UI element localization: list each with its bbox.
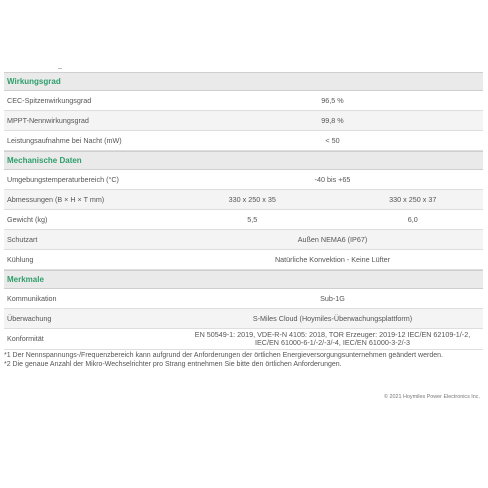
table-row (4, 329, 483, 350)
row-value: -40 bis +65 (314, 175, 351, 184)
footnotes (4, 351, 483, 369)
table-row (4, 230, 483, 250)
table-row (4, 91, 483, 111)
row-value-model-a: 5,5 (247, 215, 258, 224)
row-label: MPPT-Nennwirkungsgrad (7, 116, 89, 125)
section-header-mechanical: Mechanische Daten (4, 151, 483, 170)
row-value: 99,8 % (321, 116, 344, 125)
table-row (4, 131, 483, 151)
table-row (4, 190, 483, 210)
row-value: < 50 (325, 136, 340, 145)
row-label: Überwachung (7, 314, 52, 323)
row-value (182, 331, 483, 347)
table-row (4, 111, 483, 131)
row-label: Abmessungen (B × H × T mm) (7, 195, 105, 204)
row-label: Konformität (7, 334, 44, 343)
section-header-efficiency: Wirkungsgrad (4, 72, 483, 91)
footnote-2: *2 Die genaue Anzahl der Mikro-Wechselrichter pro Strang entnehmen Sie bitte den örtlichen Anforderungen. (4, 361, 342, 368)
row-label: Kühlung (7, 255, 34, 264)
row-label: CEC-Spitzenwirkungsgrad (7, 96, 92, 105)
table-row (4, 210, 483, 230)
datasheet-table (4, 72, 483, 369)
row-value-model-a: 330 x 250 x 35 (228, 195, 276, 204)
row-value-model-b: 330 x 250 x 37 (389, 195, 437, 204)
conformity-line-2: IEC/EN 61000-6-1/-2/-3/-4, IEC/EN 61000-3-2/-3 (254, 338, 410, 347)
row-value: Sub-1G (320, 294, 345, 303)
row-label: Umgebungstemperaturbereich (°C) (7, 175, 119, 184)
row-label: Kommunikation (7, 294, 57, 303)
table-row (4, 289, 483, 309)
table-row (4, 170, 483, 190)
copyright: © 2021 Hoymiles Power Electronics Inc. (384, 394, 480, 400)
row-label: Leistungsaufnahme bei Nacht (mW) (7, 136, 122, 145)
row-value: S-Miles Cloud (Hoymiles-Überwachungsplattform) (252, 314, 413, 323)
row-value: 96,5 % (321, 96, 344, 105)
table-row (4, 309, 483, 329)
section-header-features: Merkmale (4, 270, 483, 289)
row-label: Gewicht (kg) (7, 215, 48, 224)
row-value-model-b: 6,0 (407, 215, 418, 224)
row-label: Schutzart (7, 235, 38, 244)
row-value: Außen NEMA6 (IP67) (297, 235, 368, 244)
table-row (4, 250, 483, 270)
row-value: Natürliche Konvektion - Keine Lüfter (274, 255, 391, 264)
conformity-line-1: EN 50549-1: 2019, VDE-R-N 4105: 2018, TOR Erzeuger: 2019-12 IEC/EN 62109-1/-2, (194, 330, 471, 339)
footnote-1: *1 Der Nennspannungs-/Frequenzbereich kann aufgrund der Anforderungen der örtlichen Energieversorgungsunternehmen geändert werden. (4, 352, 443, 359)
